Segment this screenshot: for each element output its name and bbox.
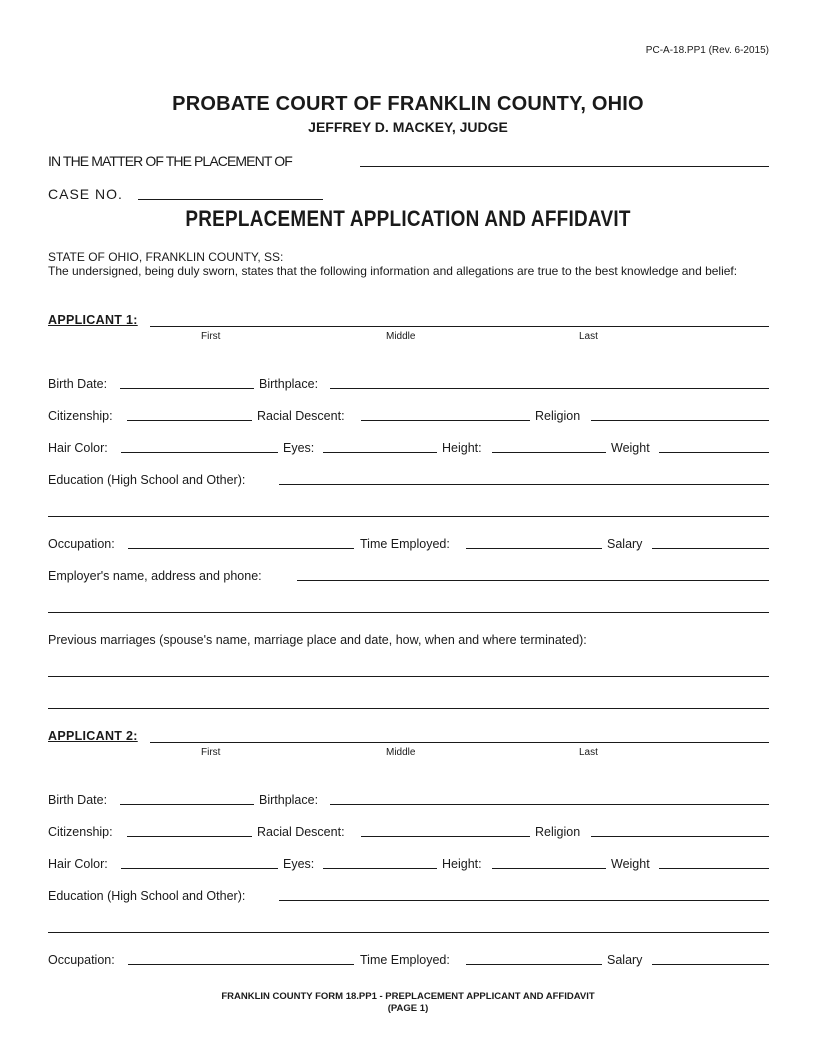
applicant2-education-field[interactable]	[279, 900, 769, 901]
applicant1-label: APPLICANT 1:	[48, 313, 138, 327]
applicant1-occupation-label: Occupation:	[48, 537, 115, 551]
applicant2-name-field[interactable]	[150, 742, 769, 743]
applicant1-salary-label: Salary	[607, 537, 643, 551]
applicant1-weight-field[interactable]	[659, 452, 769, 453]
applicant1-previous-marriages-field[interactable]	[48, 676, 769, 677]
applicant1-last-sublabel: Last	[579, 331, 598, 342]
applicant2-hair-color-field[interactable]	[121, 868, 278, 869]
applicant1-hair-color-field[interactable]	[121, 452, 278, 453]
applicant1-employer-field[interactable]	[297, 580, 769, 581]
applicant1-weight-label: Weight	[611, 441, 650, 455]
applicant2-education-label: Education (High School and Other):	[48, 889, 246, 903]
applicant2-first-sublabel: First	[201, 747, 221, 758]
applicant1-religion-field[interactable]	[591, 420, 769, 421]
applicant1-middle-sublabel: Middle	[386, 331, 416, 342]
applicant2-eyes-field[interactable]	[323, 868, 437, 869]
applicant1-previous-marriages-label: Previous marriages (spouse's name, marriage place and date, how, when and where terminated):	[48, 633, 587, 647]
applicant2-education-field-2[interactable]	[48, 932, 769, 933]
applicant2-eyes-label: Eyes:	[283, 857, 315, 871]
state-line: STATE OF OHIO, FRANKLIN COUNTY, SS:	[48, 250, 284, 264]
applicant2-citizenship-field[interactable]	[127, 836, 252, 837]
applicant2-label: APPLICANT 2:	[48, 729, 138, 743]
applicant2-citizenship-label: Citizenship:	[48, 825, 113, 839]
judge-name: JEFFREY D. MACKEY, JUDGE	[308, 119, 508, 135]
footer-page-number: (PAGE 1)	[387, 1003, 429, 1014]
applicant1-citizenship-label: Citizenship:	[48, 409, 113, 423]
applicant2-occupation-label: Occupation:	[48, 953, 115, 967]
applicant1-education-label: Education (High School and Other):	[48, 473, 246, 487]
applicant2-hair-color-label: Hair Color:	[48, 857, 108, 871]
applicant1-birthplace-label: Birthplace:	[259, 377, 319, 391]
case-no-field[interactable]	[138, 199, 323, 200]
applicant1-education-field[interactable]	[279, 484, 769, 485]
applicant1-time-employed-field[interactable]	[466, 548, 602, 549]
document-title: PREPLACEMENT APPLICATION AND AFFIDAVIT	[185, 206, 631, 231]
applicant2-racial-descent-label: Racial Descent:	[257, 825, 345, 839]
applicant1-citizenship-field[interactable]	[127, 420, 252, 421]
applicant2-religion-field[interactable]	[591, 836, 769, 837]
applicant1-name-field[interactable]	[150, 326, 769, 327]
applicant2-birth-date-label: Birth Date:	[48, 793, 108, 807]
applicant2-middle-sublabel: Middle	[386, 747, 416, 758]
applicant1-height-field[interactable]	[492, 452, 606, 453]
applicant2-salary-label: Salary	[607, 953, 643, 967]
applicant2-birthplace-field[interactable]	[330, 804, 769, 805]
applicant1-birth-date-field[interactable]	[120, 388, 254, 389]
applicant1-occupation-field[interactable]	[128, 548, 354, 549]
applicant1-eyes-label: Eyes:	[283, 441, 315, 455]
applicant2-birth-date-field[interactable]	[120, 804, 254, 805]
applicant1-religion-label: Religion	[535, 409, 581, 423]
case-no-label: CASE NO.	[48, 186, 123, 202]
applicant2-birthplace-label: Birthplace:	[259, 793, 319, 807]
applicant2-time-employed-label: Time Employed:	[360, 953, 450, 967]
applicant2-religion-label: Religion	[535, 825, 581, 839]
applicant2-time-employed-field[interactable]	[466, 964, 602, 965]
applicant2-last-sublabel: Last	[579, 747, 598, 758]
applicant1-eyes-field[interactable]	[323, 452, 437, 453]
court-name: PROBATE COURT OF FRANKLIN COUNTY, OHIO	[172, 93, 644, 115]
intro-text: The undersigned, being duly sworn, states that the following information and allegations are true to the best knowledge and belief:	[48, 264, 738, 278]
applicant2-weight-field[interactable]	[659, 868, 769, 869]
applicant2-salary-field[interactable]	[652, 964, 769, 965]
applicant1-birth-date-label: Birth Date:	[48, 377, 108, 391]
applicant1-employer-field-2[interactable]	[48, 612, 769, 613]
applicant2-height-label: Height:	[442, 857, 482, 871]
applicant1-previous-marriages-field-2[interactable]	[48, 708, 769, 709]
applicant1-racial-descent-label: Racial Descent:	[257, 409, 345, 423]
applicant1-hair-color-label: Hair Color:	[48, 441, 108, 455]
applicant1-height-label: Height:	[442, 441, 482, 455]
matter-label: IN THE MATTER OF THE PLACEMENT OF	[48, 153, 292, 169]
matter-field[interactable]	[360, 166, 769, 167]
applicant1-salary-field[interactable]	[652, 548, 769, 549]
applicant2-racial-descent-field[interactable]	[361, 836, 530, 837]
form-id: PC-A-18.PP1 (Rev. 6-2015)	[645, 45, 769, 56]
applicant2-occupation-field[interactable]	[128, 964, 354, 965]
applicant2-weight-label: Weight	[611, 857, 650, 871]
applicant2-height-field[interactable]	[492, 868, 606, 869]
applicant1-racial-descent-field[interactable]	[361, 420, 530, 421]
applicant1-first-sublabel: First	[201, 331, 221, 342]
footer-form-title: FRANKLIN COUNTY FORM 18.PP1 - PREPLACEMENT APPLICANT AND AFFIDAVIT	[221, 991, 595, 1002]
applicant1-birthplace-field[interactable]	[330, 388, 769, 389]
applicant1-time-employed-label: Time Employed:	[360, 537, 450, 551]
applicant1-employer-label: Employer's name, address and phone:	[48, 569, 262, 583]
applicant1-education-field-2[interactable]	[48, 516, 769, 517]
